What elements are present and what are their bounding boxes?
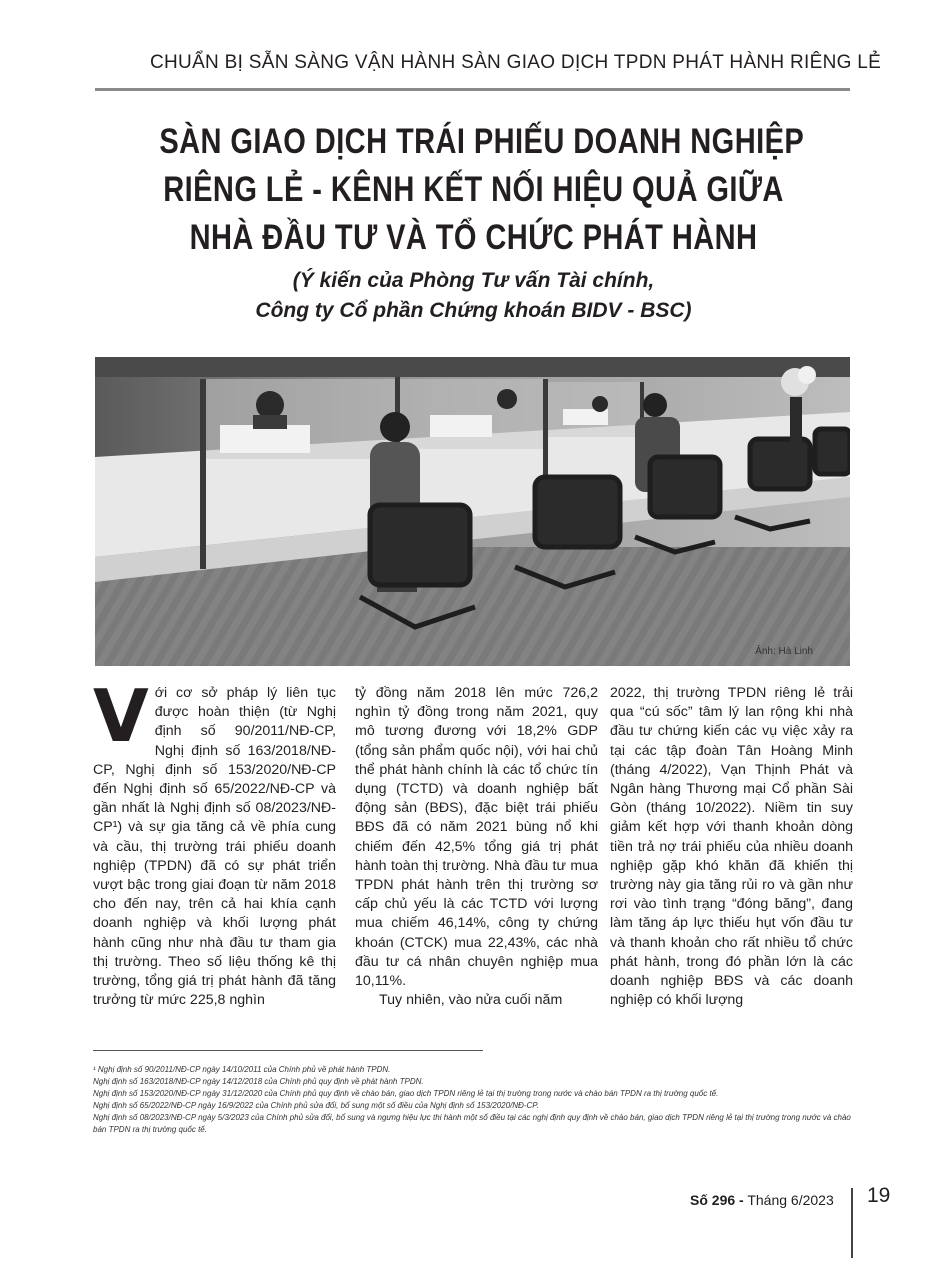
folio-divider (851, 1188, 853, 1258)
photo-credit: Ảnh: Hà Linh (755, 646, 813, 657)
footnote: Nghị định số 08/2023/NĐ-CP ngày 5/3/2023 của Chính phủ sửa đổi, bổ sung và ngưng hiệu lực thi hành một số điều tại các nghị định quy định về chào bán, giao dịch TPDN riêng lẻ tại thị trường trong nước và chào bán TPDN ra thị trường quốc tế. (93, 1113, 851, 1134)
bank-counter-photo (95, 357, 850, 666)
paragraph-text: ới cơ sở pháp lý liên tục được hoàn thiện (từ Nghị định số 90/2011/NĐ-CP, Nghị định số 163/2018/NĐ-CP, Nghị định số 153/2020/NĐ-CP đến Nghị định số 65/2022/NĐ-CP và gần nhất là Nghị định số 08/2023/NĐ-CP¹) và sự gia tăng cả về phía cung và cầu, thị trường trái phiếu doanh nghiệp (TPDN) đã có sự phát triển vượt bậc trong giai đoạn từ năm 2018 cho đến nay, trên cả hai khía cạnh doanh nghiệp và khối lượng phát hành cũng như nhà đầu tư tham gia thị trường. Theo số liệu thống kê thị trường, tổng giá trị phát hành đã tăng trưởng từ mức 225,8 nghìn (93, 685, 336, 1009)
footnote-divider (93, 1050, 483, 1051)
article-title (159, 118, 805, 262)
body-column-1 (93, 674, 336, 1010)
issue-info (690, 1192, 834, 1208)
body-paragraph: tỷ đồng năm 2018 lên mức 726,2 nghìn tỷ đồng trong năm 2021, quy mô tương đương với 18,2% GDP (tổng sản phẩm quốc nội), với hai chủ thể phát hành chính là các tổ chức tín dụng (TCTD) và doanh nghiệp bất động sản (BĐS), đặc biệt trái phiếu BĐS đã có năm 2021 bùng nổ khi chiếm đến 42,5% tổng giá trị phát hành toàn thị trường. Nhà đầu tư mua TPDN phát hành trên thị trường sơ cấp chủ yếu là các TCTD với lượng mua chiếm 46,14%, công ty chứng khoán (CTCK) mua 22,43%, các nhà đầu tư cá nhân chuyên nghiệp mua 10,11%. (355, 685, 598, 990)
subtitle-line: (Ý kiến của Phòng Tư vấn Tài chính, (292, 269, 655, 292)
running-header: CHUẨN BỊ SẴN SÀNG VẬN HÀNH SÀN GIAO DỊCH TPDN PHÁT HÀNH RIÊNG LẺ (150, 52, 882, 73)
body-paragraph (93, 674, 336, 1010)
body-column-3 (610, 684, 853, 1010)
footnote: Nghị định số 163/2018/NĐ-CP ngày 14/12/2018 của Chính phủ quy định về phát hành TPDN. (93, 1077, 424, 1086)
title-line: RIÊNG LẺ - KÊNH KẾT NỐI HIỆU QUẢ GIỮA (163, 170, 784, 209)
subtitle-line: Công ty Cổ phần Chứng khoán BIDV - BSC) (255, 299, 692, 322)
title-line: NHÀ ĐẦU TƯ VÀ TỔ CHỨC PHÁT HÀNH (189, 218, 758, 257)
footnote: Nghị định số 153/2020/NĐ-CP ngày 31/12/2020 của Chính phủ quy định về chào bán, giao dịch TPDN riêng lẻ tại thị trường trong nước và chào bán TPDN ra thị trường quốc tế. (93, 1089, 719, 1098)
title-line: SÀN GIAO DỊCH TRÁI PHIẾU DOANH NGHIỆP (159, 122, 805, 161)
footnote: Nghị định số 65/2022/NĐ-CP ngày 16/9/2022 của Chính phủ sửa đổi, bổ sung một số điều của Nghị định số 153/2020/NĐ-CP. (93, 1101, 539, 1110)
page-number: 19 (867, 1184, 891, 1207)
issue-number: Số 296 - (690, 1192, 744, 1208)
article-photo (95, 357, 850, 666)
footnote: ¹ Nghị định số 90/2011/NĐ-CP ngày 14/10/2011 của Chính phủ về phát hành TPDN. (93, 1065, 391, 1074)
body-column-2 (355, 684, 598, 1010)
footnotes (93, 1064, 853, 1136)
header-divider (95, 88, 850, 91)
article-subtitle (95, 266, 852, 326)
issue-date: Tháng 6/2023 (743, 1192, 834, 1208)
body-paragraph: Tuy nhiên, vào nửa cuối năm (379, 992, 563, 1009)
body-paragraph: 2022, thị trường TPDN riêng lẻ trải qua “cú sốc” tâm lý lan rộng khi nhà đầu tư chứng kiến các vụ việc xảy ra tại các tập đoàn Tân Hoàng Minh (tháng 4/2022), Vạn Thịnh Phát và Ngân hàng Thương mại Cổ phần Sài Gòn (tháng 10/2022). Niềm tin suy giảm kết hợp với thanh khoản dòng tiền trả nợ trái phiếu của nhiều doanh nghiệp gặp khó khăn đã khiến thị trường này gia tăng rủi ro và gần như rơi vào tình trạng “đóng băng”, đang làm tăng áp lực thiếu hụt vốn đầu tư và thanh khoản cho rất nhiều tổ chức phát hành, trong đó phần lớn là các doanh nghiệp BĐS và các doanh nghiệp có khối lượng (610, 685, 853, 1009)
drop-cap: V (93, 674, 149, 758)
